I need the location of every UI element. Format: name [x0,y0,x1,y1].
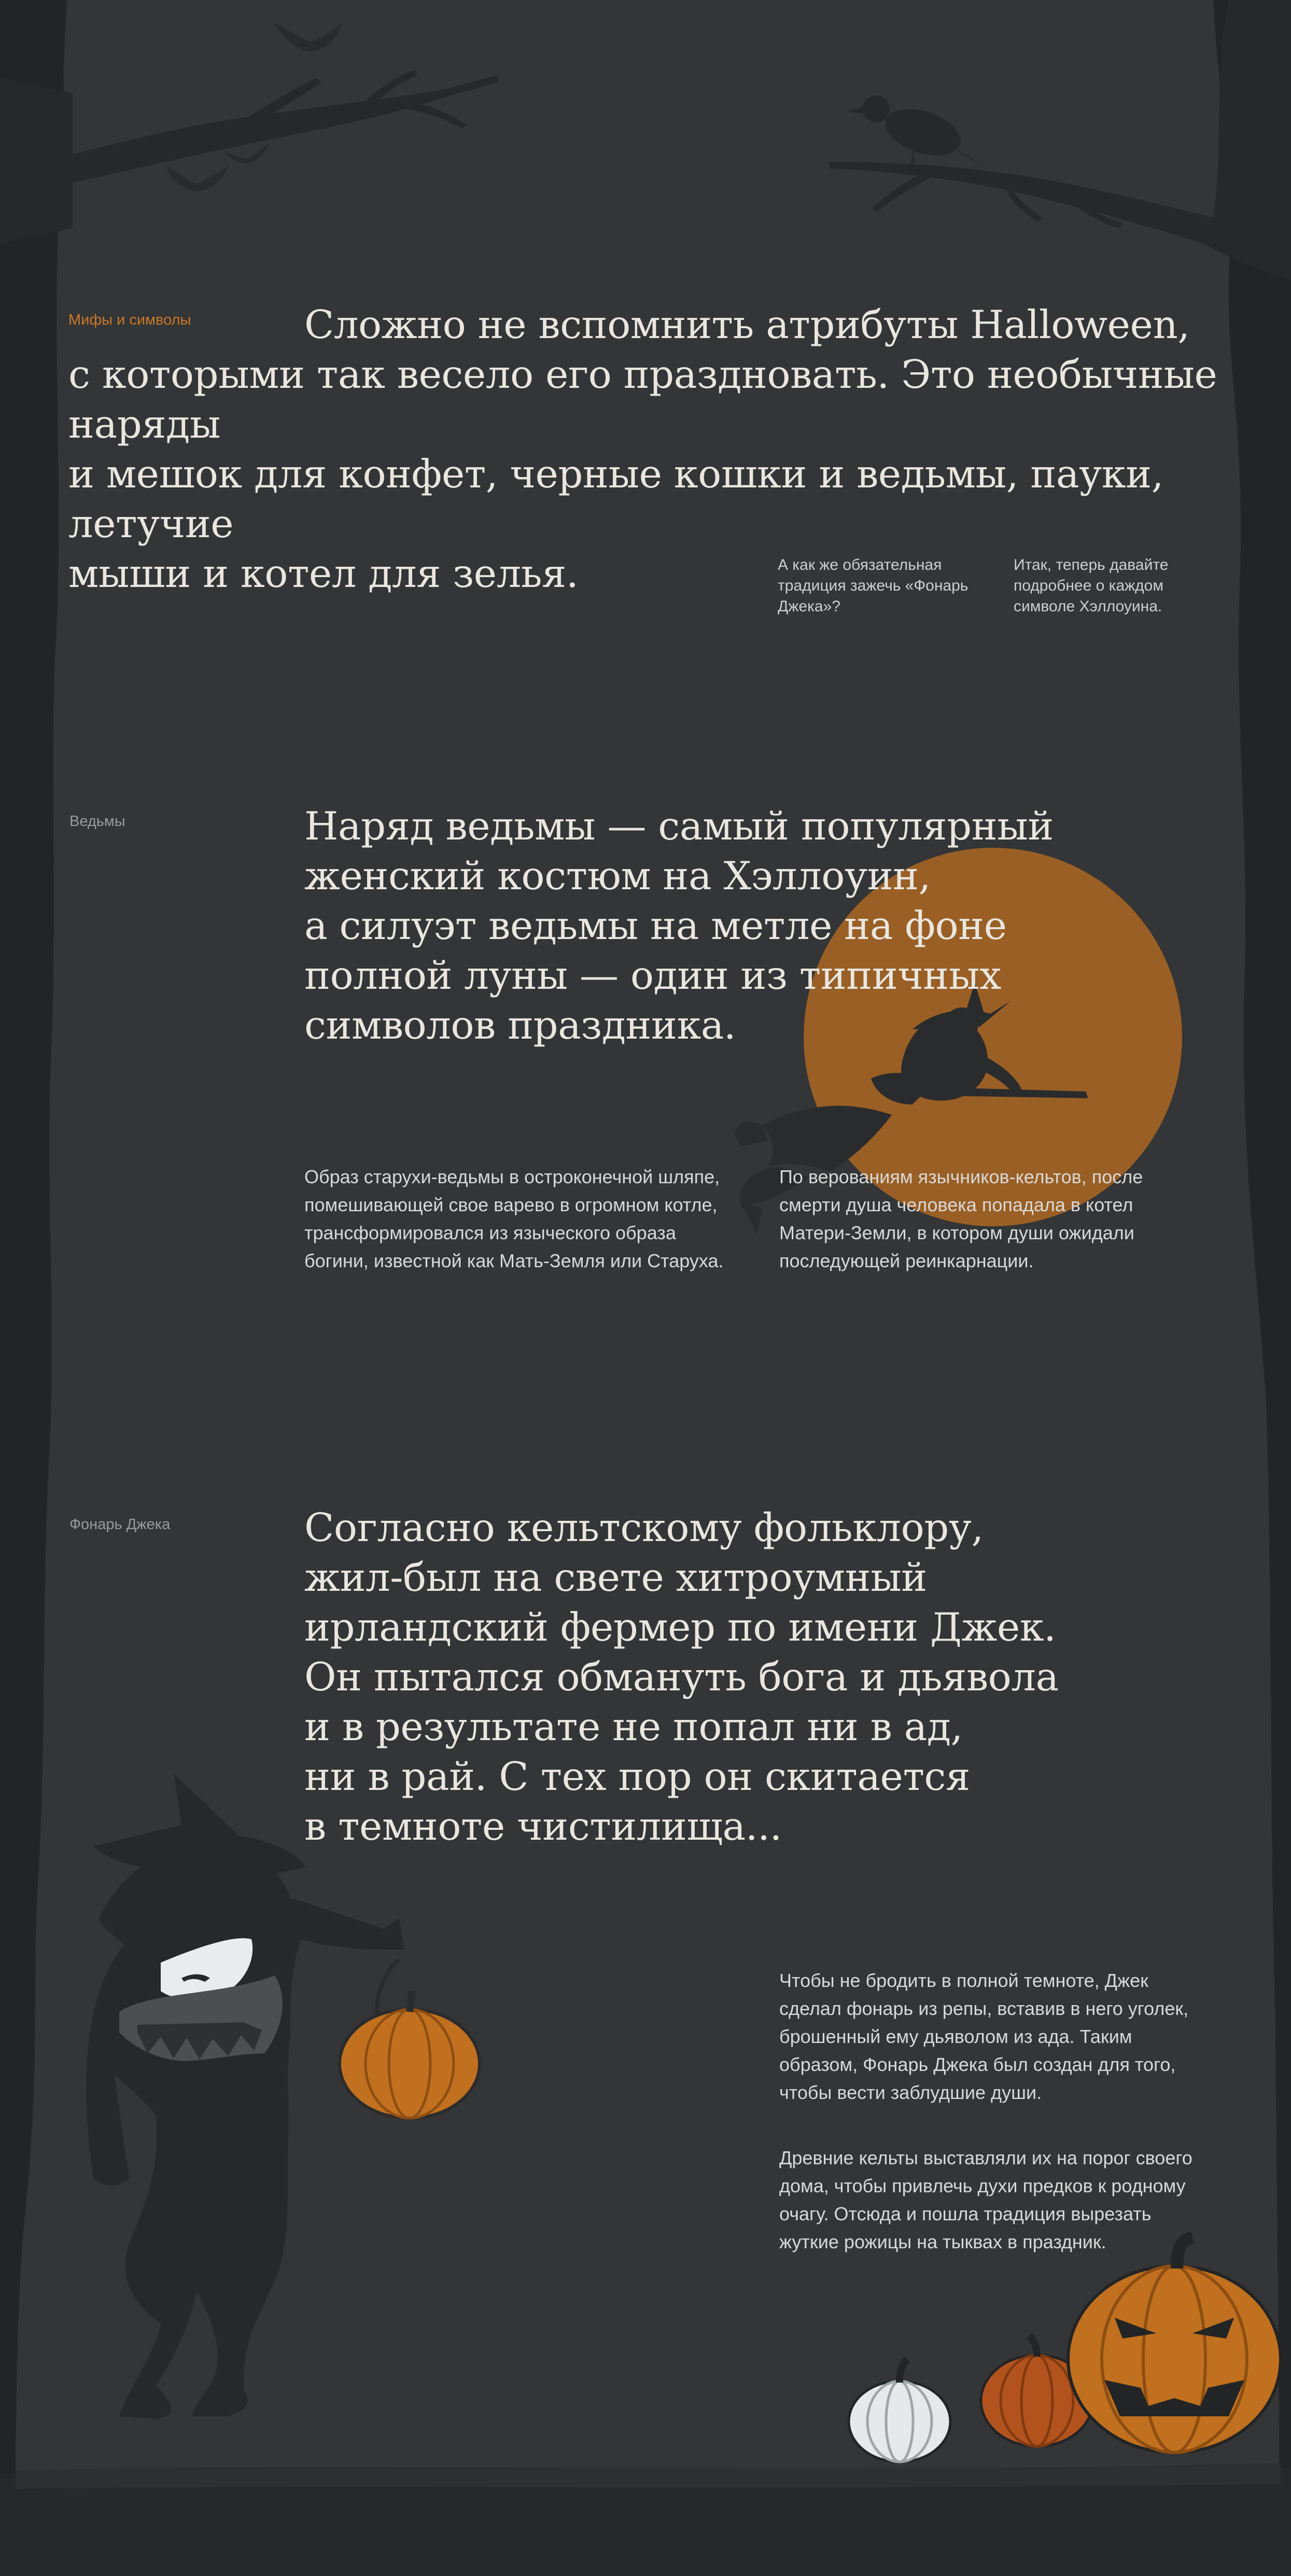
jack-p1-line-2: сделал фонарь из репы, вставив в него уголек, [779,1998,1189,2019]
jack-p2-line-3: очагу. Отсюда и пошла традиция вырезать [779,2203,1152,2224]
intro-heading-line-1: Сложно не вспомнить атрибуты Halloween, [304,302,1190,347]
teaser-symbols[interactable] [1014,555,1221,617]
teaser-jack-line-3: Джека»? [778,598,840,615]
witches-heading-line-3: а силуэт ведьмы на метле на фоне [304,903,1007,948]
witches-left-line-2: помешивающей свое варево в огромном котле, [304,1194,718,1215]
witches-left-line-3: трансформировался из языческого образа [304,1222,676,1243]
witches-right-line-3: Матери-Земли, в котором души ожидали [779,1222,1134,1243]
jack-heading-line-3: ирландский фермер по имени Джек. [304,1604,1056,1650]
jack-p2-line-2: дома, чтобы привлечь духи предков к родному [779,2175,1186,2196]
witches-heading [304,801,1082,1050]
intro-heading-line-2: с которыми так весело его праздновать. Это необычные наряды [68,352,1217,447]
witches-left-line-1: Образ старухи-ведьмы в остроконечной шляпе, [304,1166,720,1187]
jack-paragraph-2 [779,2144,1256,2256]
intro-heading-line-3: и мешок для конфет, черные кошки и ведьмы, пауки, летучие [68,451,1163,547]
jack-p2-line-1: Древние кельты выставляли их на порог своего [779,2147,1192,2168]
witches-heading-line-5: символов праздника. [304,1002,736,1048]
jack-heading [304,1503,1082,1851]
witches-heading-line-2: женский костюм на Хэллоуин, [304,853,931,899]
witches-heading-line-1: Наряд ведьмы — самый популярный [304,803,1054,849]
jack-paragraph-1 [779,1967,1256,2107]
section-label-jack-lantern: Фонарь Джека [69,1516,171,1533]
intro-heading [68,300,1261,598]
jack-p1-line-5: чтобы вести заблудшие души. [779,2082,1042,2103]
witches-paragraph-right [779,1163,1236,1275]
jack-heading-line-1: Согласно кельтскому фольклору, [304,1505,984,1550]
witches-right-line-1: По верованиям язычников-кельтов, после [779,1166,1143,1187]
jack-heading-line-2: жил-был на свете хитроумный [304,1555,927,1600]
teaser-symbols-line-2: подробнее о каждом [1014,577,1163,594]
teaser-symbols-line-3: символе Хэллоуина. [1014,598,1162,615]
witches-right-line-2: смерти душа человека попадала в котел [779,1194,1133,1215]
jack-heading-line-7: в темноте чистилища... [304,1803,782,1849]
teaser-jack-line-2: традиция зажечь «Фонарь [778,577,969,594]
jack-p2-line-4: жуткие рожицы на тыквах в праздник. [779,2231,1106,2252]
teaser-jack-lantern[interactable] [778,555,995,617]
section-label-myths: Мифы и символы [68,312,191,328]
witches-left-line-4: богини, известной как Мать-Земля или Старуха. [304,1250,724,1271]
jack-heading-line-4: Он пытался обмануть бога и дьявола [304,1654,1059,1700]
jack-heading-line-5: и в результате не попал ни в ад, [304,1704,963,1749]
jack-p1-line-3: брошенный ему дьяволом из ада. Таким [779,2026,1132,2047]
jack-p1-line-1: Чтобы не бродить в полной темноте, Джек [779,1970,1148,1991]
teaser-jack-line-1: А как же обязательная [778,556,942,573]
section-label-witches: Ведьмы [69,813,125,830]
witches-heading-line-4: полной луны — один из типичных [304,953,1001,998]
jack-heading-line-6: ни в рай. С тех пор он скитается [304,1754,970,1799]
witches-paragraph-left [304,1163,771,1275]
intro-heading-line-4: мыши и котел для зелья. [68,551,579,596]
witches-right-line-4: последующей реинкарнации. [779,1250,1034,1271]
jack-p1-line-4: образом, Фонарь Джека был создан для того, [779,2054,1176,2075]
teaser-symbols-line-1: Итак, теперь давайте [1014,556,1169,573]
